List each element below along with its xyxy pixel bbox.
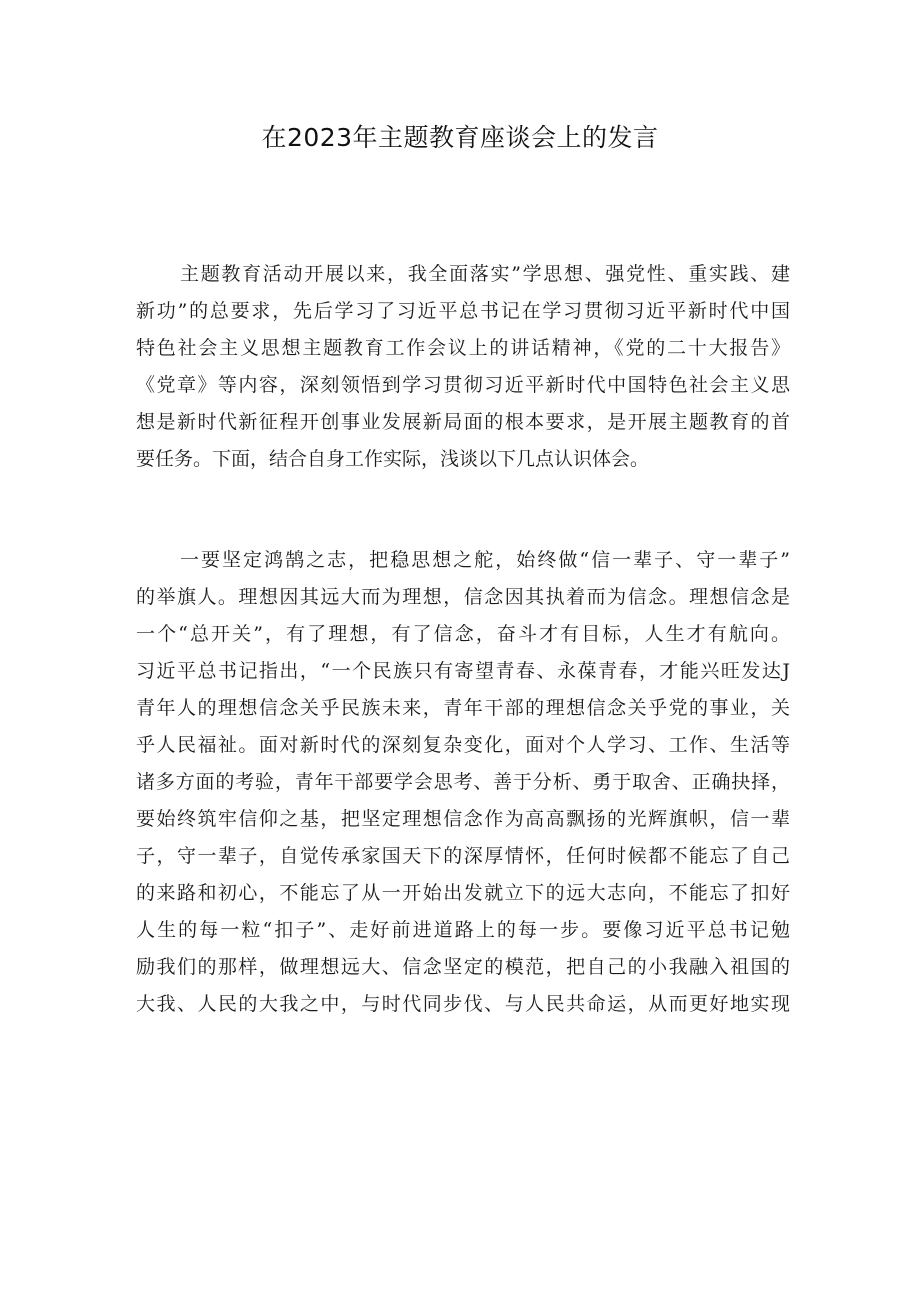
paragraph-line: 诸多方面的考验，青年干部要学会思考、善于分析、勇于取舍、正确抉择， bbox=[136, 771, 790, 793]
paragraph-line: 励我们的那样，做理想远大、信念坚定的模范，把自己的小我融入祖国的 bbox=[136, 956, 790, 978]
paragraph-intro bbox=[136, 256, 790, 478]
document-title: 在2023年主题教育座谈会上的发言 bbox=[261, 123, 659, 152]
paragraph-point-one bbox=[136, 542, 790, 1023]
paragraph-line: 主题教育活动开展以来，我全面落实”学思想、强党性、重实践、建 bbox=[180, 263, 790, 285]
paragraph-line: 习近平总书记指出，“一个民族只有寄望青春、永葆青春，才能兴旺发达J bbox=[136, 660, 790, 682]
paragraph-line: 《党章》等内容，深刻领悟到学习贯彻习近平新时代中国特色社会主义思 bbox=[136, 374, 790, 396]
paragraph-line: 想是新时代新征程开创事业发展新局面的根本要求，是开展主题教育的首 bbox=[136, 411, 790, 433]
paragraph-line: 一要坚定鸿鹄之志，把稳思想之舵，始终做“信一辈子、守一辈子” bbox=[180, 549, 790, 571]
paragraph-line: 青年人的理想信念关乎民族未来，青年干部的理想信念关乎党的事业，关 bbox=[136, 697, 790, 719]
paragraph-line: 要始终筑牢信仰之基，把坚定理想信念作为高高飘扬的光辉旗帜，信一辈 bbox=[136, 808, 790, 830]
paragraph-line: 一个“总开关”，有了理想，有了信念，奋斗才有目标，人生才有航向。 bbox=[136, 623, 790, 645]
paragraph-line: 要任务。下面，结合自身工作实际，浅谈以下几点认识体会。 bbox=[136, 448, 650, 470]
paragraph-line: 子，守一辈子，自觉传承家国天下的深厚情怀，任何时候都不能忘了自己 bbox=[136, 845, 790, 867]
paragraph-line: 特色社会主义思想主题教育工作会议上的讲话精神，《党的二十大报告》 bbox=[136, 337, 790, 359]
paragraph-line: 乎人民福祉。面对新时代的深刻复杂变化，面对个人学习、工作、生活等 bbox=[136, 734, 790, 756]
paragraph-line: 人生的每一粒“扣子”、走好前进道路上的每一步。要像习近平总书记勉 bbox=[136, 919, 790, 941]
paragraph-line: 的举旗人。理想因其远大而为理想，信念因其执着而为信念。理想信念是 bbox=[136, 586, 790, 608]
paragraph-line: 大我、人民的大我之中，与时代同步伐、与人民共命运，从而更好地实现 bbox=[136, 993, 790, 1015]
paragraph-line: 新功”的总要求，先后学习了习近平总书记在学习贯彻习近平新时代中国 bbox=[136, 300, 790, 322]
paragraph-line: 的来路和初心，不能忘了从一开始出发就立下的远大志向，不能忘了扣好 bbox=[136, 882, 790, 904]
